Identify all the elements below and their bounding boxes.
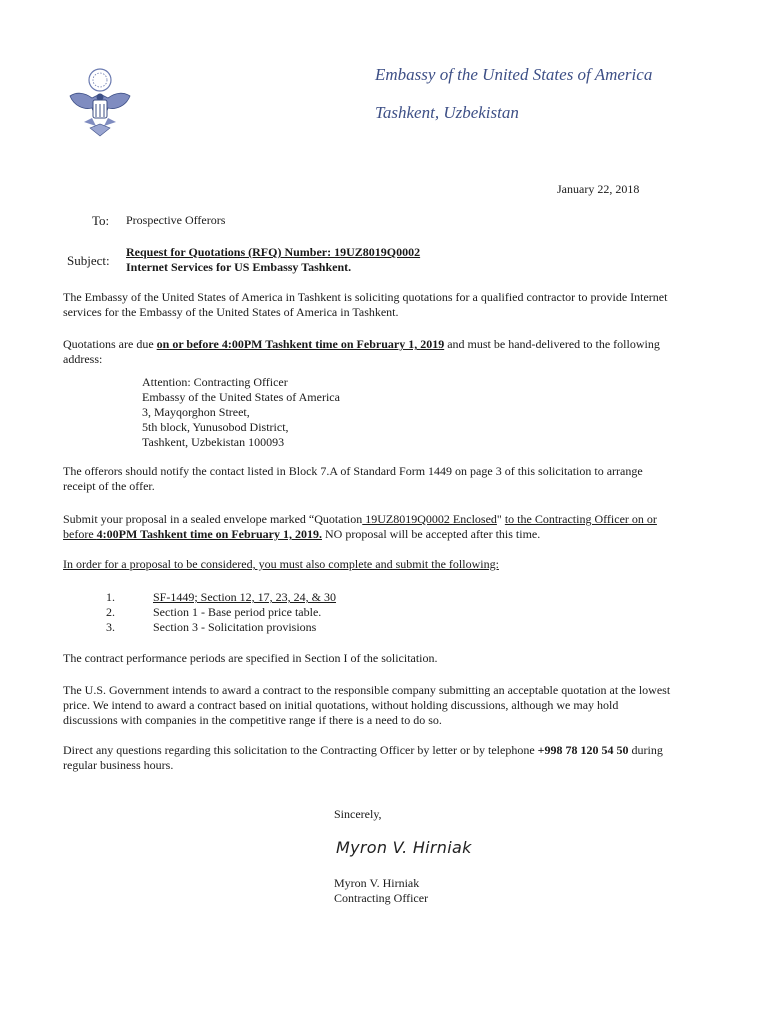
contact-text: during — [628, 743, 663, 757]
deadline-text: address: — [63, 352, 103, 366]
letterhead-location: Tashkent, Uzbekistan — [375, 103, 519, 122]
delivery-address — [142, 375, 340, 450]
deadline-paragraph — [63, 337, 713, 367]
performance-paragraph: The contract performance periods are specified in Section I of the solicitation. — [63, 651, 438, 665]
signatory-name: Myron V. Hirniak — [334, 876, 420, 890]
letter-date: January 22, 2018 — [557, 182, 640, 196]
list-item — [106, 620, 336, 635]
intro-line: The Embassy of the United States of America in Tashkent is soliciting quotations for a qualified contractor to provide Internet — [63, 290, 668, 304]
contact-text: regular business hours. — [63, 758, 174, 772]
requirements-list — [106, 590, 336, 635]
intro-paragraph — [63, 290, 713, 320]
address-line: Embassy of the United States of America — [142, 390, 340, 404]
list-item — [106, 605, 336, 620]
award-line: discussions with companies in the competitive range if there is a need to do so. — [63, 713, 442, 727]
list-item-number: 3. — [106, 620, 115, 634]
great-seal-icon — [66, 66, 134, 138]
award-line: The U.S. Government intends to award a contract to the responsible company submitting an acceptable quotation at the lowest — [63, 683, 671, 697]
contact-paragraph — [63, 743, 713, 773]
deadline-text: Quotations are due — [63, 337, 157, 351]
list-item-text: SF-1449; Section 12, 17, 23, 24, & 30 — [153, 590, 337, 604]
submit-text: Submit your proposal in a sealed envelope marked “Quotation — [63, 512, 363, 526]
list-item-text: Section 3 - Solicitation provisions — [153, 620, 317, 634]
closing-salutation: Sincerely, — [334, 807, 382, 821]
contact-phone: +998 78 120 54 50 — [537, 743, 629, 757]
list-item-number: 1. — [106, 590, 115, 604]
notify-line: The offerors should notify the contact listed in Block 7.A of Standard Form 1449 on page 3 of this solicitation to arrange — [63, 464, 643, 478]
subject-description: Internet Services for US Embassy Tashkent. — [126, 260, 352, 274]
signatory-title: Contracting Officer — [334, 891, 429, 905]
address-line: 3, Mayqorghon Street, — [142, 405, 250, 419]
submit-text: NO proposal will be accepted after this time. — [322, 527, 541, 541]
subject-rfq-number: Request for Quotations (RFQ) Number: 19UZ8019Q0002 — [126, 245, 421, 259]
submit-paragraph — [63, 512, 713, 542]
contact-text: Direct any questions regarding this solicitation to the Contracting Officer by letter or by telephone — [63, 743, 538, 757]
handwritten-signature: Myron V. Hirniak — [336, 838, 472, 857]
letterhead-embassy-name: Embassy of the United States of America — [375, 65, 653, 84]
list-item — [106, 590, 336, 605]
letterhead — [375, 64, 652, 124]
notify-paragraph — [63, 464, 713, 494]
submit-rfq-ref: 19UZ8019Q0002 Enclosed — [362, 512, 497, 526]
address-line: Attention: Contracting Officer — [142, 375, 288, 389]
deadline-date: on or before 4:00PM Tashkent time on February 1, 2019 — [156, 337, 445, 351]
submit-recipient: to the Contracting Officer on or — [504, 512, 657, 526]
address-line: Tashkent, Uzbekistan 100093 — [142, 435, 285, 449]
intro-line: services for the Embassy of the United States of America in Tashkent. — [63, 305, 399, 319]
submit-text: " — [496, 512, 505, 526]
signatory-block — [334, 876, 428, 906]
award-line: price. We intend to award a contract based on initial quotations, without holding discussions, although we may hold — [63, 698, 619, 712]
to-label: To: — [92, 213, 110, 228]
award-paragraph — [63, 683, 713, 728]
list-item-number: 2. — [106, 605, 115, 619]
submit-recipient: before — [63, 527, 97, 541]
address-line: 5th block, Yunusobod District, — [142, 420, 289, 434]
to-value: Prospective Offerors — [126, 213, 226, 227]
list-item-text: Section 1 - Base period price table. — [153, 605, 322, 619]
notify-line: receipt of the offer. — [63, 479, 155, 493]
deadline-text: and must be hand-delivered to the following — [444, 337, 660, 351]
submit-deadline: 4:00PM Tashkent time on February 1, 2019. — [96, 527, 322, 541]
subject-label: Subject: — [67, 253, 110, 268]
requirements-heading: In order for a proposal to be considered, you must also complete and submit the following: — [63, 557, 499, 571]
